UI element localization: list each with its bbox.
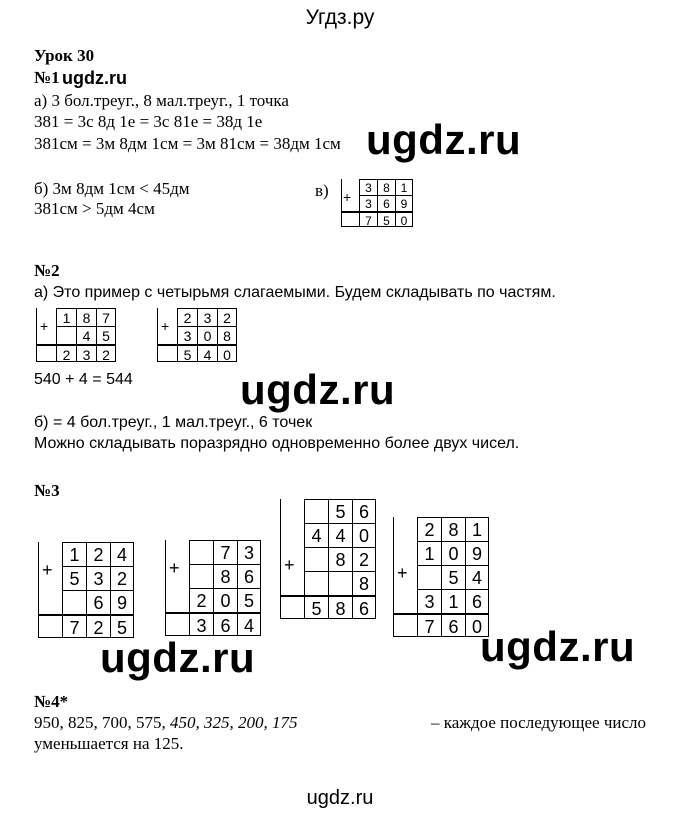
digit-cell — [304, 547, 328, 571]
footer-watermark[interactable]: ugdz.ru — [306, 787, 374, 809]
digit-cell: 8 — [76, 308, 96, 326]
digit-cell: 4 — [76, 326, 96, 344]
sum-cell: 2 — [56, 344, 76, 362]
plus-sign: + — [161, 318, 170, 334]
digit-cell: 6 — [465, 589, 489, 613]
task1-v-label: в) — [315, 181, 329, 200]
sum-cell: 6 — [441, 613, 465, 637]
sum-cell: 5 — [110, 614, 134, 638]
task3-label: №3 — [34, 481, 60, 500]
digit-cell: 0 — [213, 588, 237, 612]
digit-cell: 8 — [217, 326, 237, 344]
digit-cell: 3 — [417, 589, 441, 613]
digit-cell: 3 — [359, 195, 377, 211]
sum-cell: 3 — [189, 612, 213, 636]
digit-cell: 5 — [96, 326, 116, 344]
task3-grid-4 — [393, 517, 489, 637]
digit-cell: 4 — [465, 565, 489, 589]
digit-cell: 2 — [189, 588, 213, 612]
digit-cell: 8 — [213, 564, 237, 588]
watermark-4: ugdz.ru — [480, 623, 636, 670]
digit-cell — [62, 590, 86, 614]
digit-cell: 3 — [197, 308, 217, 326]
digit-cell: 2 — [217, 308, 237, 326]
task1-line-a: а) 3 бол.треуг., 8 мал.треуг., 1 точка — [34, 91, 289, 110]
digit-cell: 1 — [441, 589, 465, 613]
watermark-small: ugdz.ru — [62, 68, 127, 88]
sum-cell: 4 — [237, 612, 261, 636]
task1-grid-v — [341, 179, 413, 227]
site-header[interactable]: Угдз.ру — [305, 6, 375, 29]
digit-cell — [417, 565, 441, 589]
task2-label: №2 — [34, 261, 60, 280]
sum-cell: 0 — [465, 613, 489, 637]
digit-cell: 6 — [237, 564, 261, 588]
task1-line-b2: 381см > 5дм 4см — [34, 199, 155, 218]
sum-cell: 6 — [213, 612, 237, 636]
digit-cell: 5 — [62, 566, 86, 590]
task2-line-b: б) = 4 бол.треуг., 1 мал.треуг., 6 точек — [34, 414, 313, 431]
plus-sign: + — [343, 189, 352, 205]
digit-cell: 5 — [328, 499, 352, 523]
plus-sign: + — [40, 318, 49, 334]
digit-cell — [56, 326, 76, 344]
digit-cell: 3 — [86, 566, 110, 590]
digit-cell — [189, 564, 213, 588]
sum-cell: 2 — [86, 614, 110, 638]
sum-cell: 7 — [62, 614, 86, 638]
task3-grid-2 — [165, 540, 261, 636]
sum-cell: 0 — [217, 344, 237, 362]
digit-cell: 7 — [96, 308, 116, 326]
task4-numbers-italic: 450, 325, 200, 175 — [170, 713, 298, 732]
digit-cell — [304, 571, 328, 595]
digit-cell — [189, 540, 213, 564]
task2-grid-2 — [157, 308, 237, 362]
digit-cell: 1 — [417, 541, 441, 565]
watermark-3: ugdz.ru — [100, 634, 256, 681]
task1-line-b1: б) 3м 8дм 1см < 45дм — [34, 179, 190, 198]
digit-cell: 1 — [395, 179, 413, 195]
digit-cell: 8 — [328, 547, 352, 571]
digit-cell: 0 — [352, 523, 376, 547]
watermark-1: ugdz.ru — [366, 116, 522, 163]
digit-cell: 2 — [110, 566, 134, 590]
task2-grid-1 — [36, 308, 116, 362]
sum-cell: 4 — [197, 344, 217, 362]
digit-cell: 6 — [352, 499, 376, 523]
task2-line-a: а) Это пример с четырьмя слагаемыми. Будем складывать по частям. — [34, 284, 556, 301]
digit-cell: 4 — [328, 523, 352, 547]
plus-sign: + — [397, 563, 408, 583]
plus-sign: + — [42, 560, 53, 580]
digit-cell: 2 — [177, 308, 197, 326]
task4-line1 — [34, 713, 646, 733]
digit-cell — [304, 499, 328, 523]
digit-cell: 3 — [177, 326, 197, 344]
digit-cell: 9 — [110, 590, 134, 614]
digit-cell: 8 — [377, 179, 395, 195]
digit-cell: 7 — [213, 540, 237, 564]
sum-cell: 0 — [395, 211, 413, 227]
digit-cell: 2 — [417, 517, 441, 541]
digit-cell — [328, 571, 352, 595]
plus-sign: + — [169, 558, 180, 578]
task3-grid-1 — [38, 542, 134, 638]
watermark-2: ugdz.ru — [240, 366, 396, 413]
sum-cell: 3 — [76, 344, 96, 362]
digit-cell: 4 — [304, 523, 328, 547]
sum-cell: 8 — [328, 595, 352, 619]
plus-sign: + — [284, 555, 295, 575]
digit-cell: 0 — [197, 326, 217, 344]
digit-cell: 3 — [237, 540, 261, 564]
task4-tail: – каждое последующее число — [430, 713, 646, 732]
task2-line-b2: Можно складывать поразрядно одновременно более двух чисел. — [34, 435, 520, 452]
task2-line-calc: 540 + 4 = 544 — [34, 371, 133, 388]
task4-line2: уменьшается на 125. — [34, 734, 184, 753]
task1-line-a3: 381см = 3м 8дм 1см = 3м 81см = 38дм 1см — [34, 134, 341, 153]
digit-cell: 6 — [86, 590, 110, 614]
digit-cell: 2 — [86, 542, 110, 566]
sum-cell: 7 — [359, 211, 377, 227]
digit-cell: 8 — [441, 517, 465, 541]
digit-cell: 9 — [465, 541, 489, 565]
digit-cell: 6 — [377, 195, 395, 211]
task1-line-a2: 381 = 3с 8д 1е = 3с 81е = 38д 1е — [34, 112, 263, 131]
sum-cell: 5 — [304, 595, 328, 619]
digit-cell: 0 — [441, 541, 465, 565]
task4-numbers-plain: 950, 825, 700, 575, — [34, 713, 166, 732]
digit-cell: 5 — [441, 565, 465, 589]
digit-cell: 4 — [110, 542, 134, 566]
digit-cell: 1 — [56, 308, 76, 326]
task1-label: №1 — [34, 68, 60, 87]
task3-grid-3 — [280, 499, 376, 619]
digit-cell: 9 — [395, 195, 413, 211]
sum-cell: 7 — [417, 613, 441, 637]
task4-label: №4* — [34, 692, 69, 711]
digit-cell: 3 — [359, 179, 377, 195]
digit-cell: 5 — [237, 588, 261, 612]
digit-cell: 8 — [352, 571, 376, 595]
lesson-title: Урок 30 — [34, 46, 95, 65]
digit-cell: 2 — [352, 547, 376, 571]
digit-cell: 1 — [465, 517, 489, 541]
digit-cell: 1 — [62, 542, 86, 566]
sum-cell: 2 — [96, 344, 116, 362]
sum-cell: 6 — [352, 595, 376, 619]
sum-cell: 5 — [177, 344, 197, 362]
sum-cell: 5 — [377, 211, 395, 227]
